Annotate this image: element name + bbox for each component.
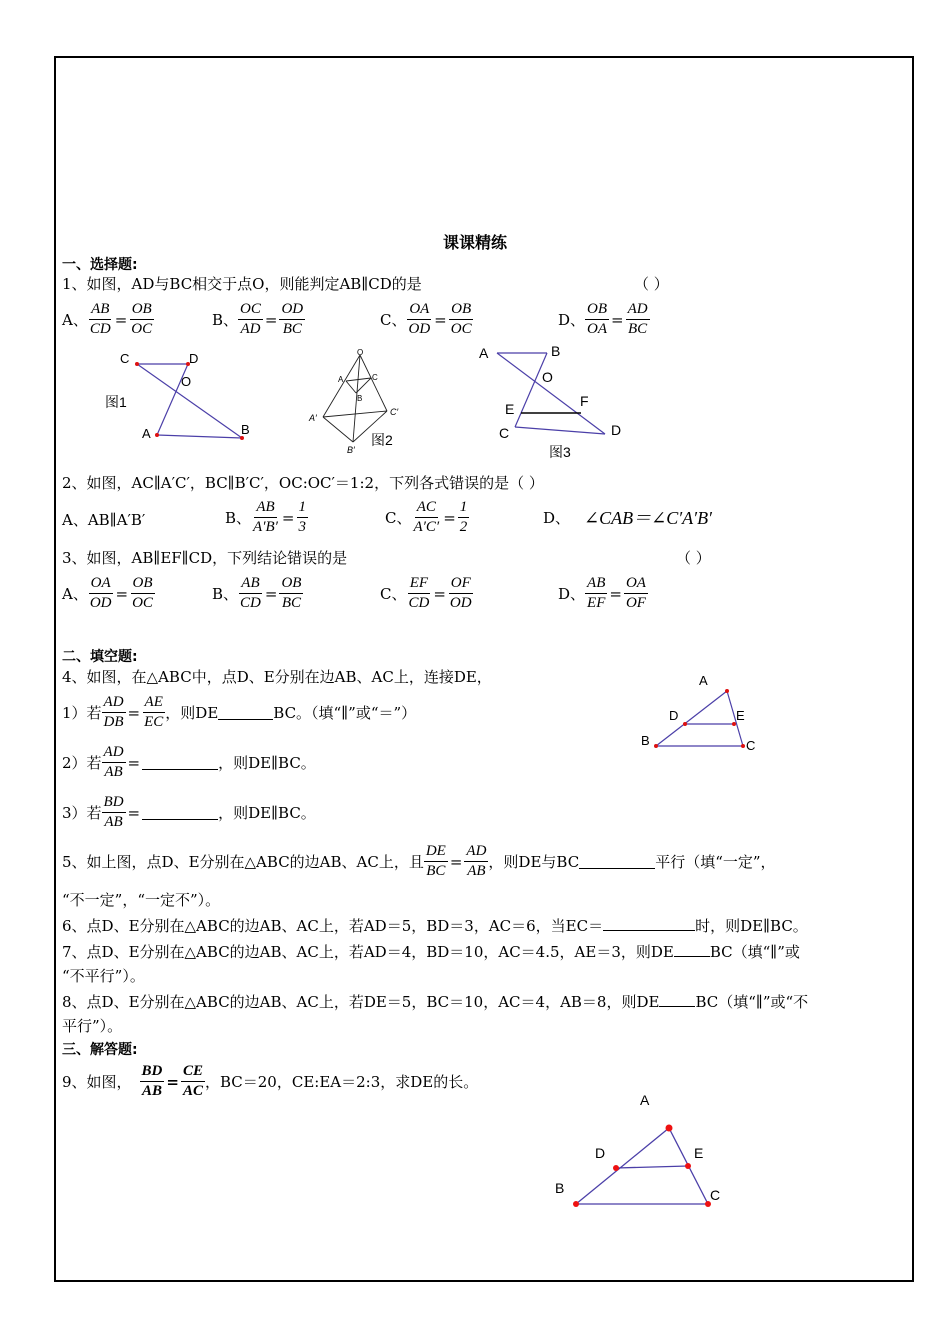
fraction-left	[140, 1062, 165, 1101]
fraction-right	[626, 300, 650, 339]
fraction-right	[624, 574, 648, 613]
numerator: AD	[102, 693, 126, 713]
option-label: B、	[212, 584, 239, 603]
numerator: OB	[130, 300, 154, 320]
text-pre: 9、如图，	[62, 1072, 132, 1091]
section-fill-heading: 二、填空题:	[62, 649, 138, 665]
label-b-prime: B′	[347, 445, 355, 455]
q7	[62, 942, 800, 962]
denominator: A′C′	[413, 519, 440, 535]
figure-2-caption: 图2	[371, 432, 393, 448]
q3-option-a: A、 $\frac{OA}{OD}$ = $\frac{OB}{OC}$	[62, 575, 153, 611]
label-b: B	[357, 394, 363, 403]
text-pre: 6、点D、E分别在△ABC的边AB、AC上，若AD＝5，BD＝3，AC＝6，当EC＝	[62, 917, 604, 935]
numerator: OA	[89, 574, 113, 594]
denominator: AB	[141, 1083, 162, 1099]
option-label: D、	[558, 584, 586, 603]
q1-answer-paren: （ ）	[634, 275, 669, 293]
label-a: A	[699, 673, 708, 688]
numerator: AB	[254, 498, 276, 518]
option-label: C、	[380, 584, 407, 603]
fraction-right	[464, 842, 488, 881]
text-post: 平行（填“一定”，	[655, 852, 776, 871]
q8-line-2: 平行”）。	[62, 1017, 123, 1035]
q4-part-3: 3）若 $\frac{BD}{AB}$ = ，则DE∥BC。	[62, 794, 316, 830]
q2-option-c: C、 $\frac{AC}{A'C'}$ = $\frac{1}{2}$	[385, 499, 468, 535]
q2-stem: 2、如图，AC∥A′C′，BC∥B′C′，OC:OC′＝1:2，下列各式错误的是（ ）	[62, 474, 544, 492]
label-o: O	[542, 369, 553, 385]
q3-stem: 3、如图，AB∥EF∥CD，下列结论错误的是	[62, 549, 348, 567]
q4-part-1: 1）若 $\frac{AD}{DB}$ = $\frac{AE}{EC}$ ，则DE BC。（填“∥”或“＝”）	[62, 694, 417, 730]
q5-line-1: 5、如上图，点D、E分别在△ABC的边AB、AC上，且 $\frac{DE}{BC}$ = $\frac{AD}{AB}$ ，则DE与BC 平行（填“一定”，	[62, 843, 776, 879]
fraction-right	[297, 498, 309, 537]
label-o: O	[181, 374, 192, 389]
label-c: C	[372, 373, 378, 382]
label-c: C	[710, 1187, 721, 1203]
q1-option-b: B、 $\frac{OC}{AD}$ = $\frac{OD}{BC}$	[212, 301, 304, 337]
denominator: AC	[182, 1083, 203, 1099]
q1-option-c: C、 $\frac{OA}{OD}$ = $\frac{OB}{OC}$	[380, 301, 472, 337]
denominator: AB	[104, 764, 123, 780]
text-post: ，则DE∥BC。	[218, 753, 316, 772]
fraction-left	[585, 300, 609, 339]
text-post: BC（填“∥”或“不	[695, 993, 809, 1011]
fraction-right	[449, 300, 474, 339]
numerator: AD	[102, 743, 126, 763]
option-label: A、	[62, 310, 88, 329]
option-label: B、	[225, 508, 252, 527]
numerator: AD	[464, 842, 488, 862]
figure-1-caption: 图1	[105, 394, 127, 410]
option-label: C、	[385, 508, 412, 527]
q7-line-2: “不平行”）。	[62, 967, 145, 985]
label-c: C	[120, 351, 130, 366]
option-label: D、	[543, 509, 571, 527]
text-post: ，则DE∥BC。	[218, 803, 316, 822]
label-o: O	[357, 348, 364, 357]
label-a: A	[142, 426, 151, 441]
denominator: BC	[426, 863, 446, 879]
numerator: OF	[449, 574, 473, 594]
part-label: 3）若	[62, 803, 102, 822]
fraction-right	[458, 498, 470, 537]
fraction-left	[585, 574, 607, 613]
fraction-right	[181, 1062, 205, 1101]
q3-option-b: B、 $\frac{AB}{CD}$ = $\frac{OB}{BC}$	[212, 575, 302, 611]
denominator: AD	[240, 321, 261, 337]
numerator: AB	[239, 574, 261, 594]
fraction-left	[88, 574, 114, 613]
numerator: 1	[297, 498, 309, 518]
q2-option-d	[543, 508, 712, 528]
numerator: OD	[279, 300, 305, 320]
fraction-right	[142, 693, 165, 732]
fraction-right	[448, 574, 474, 613]
q2-option-a: A、AB∥A′B′	[62, 511, 146, 529]
numerator: CE	[181, 1062, 205, 1082]
label-a-prime: A′	[309, 413, 317, 423]
option-label: C、	[380, 310, 407, 329]
label-e: E	[694, 1145, 704, 1161]
numerator: AC	[415, 498, 438, 518]
q2-option-b: B、 $\frac{AB}{A'B'}$ = $\frac{1}{3}$	[225, 499, 306, 535]
label-a: A	[479, 345, 489, 361]
text-mid: ，则DE	[165, 703, 219, 722]
numerator: OB	[449, 300, 473, 320]
denominator: OC	[131, 321, 153, 337]
answer-blank[interactable]	[674, 942, 710, 957]
label-c: C	[746, 738, 756, 753]
denominator: OD	[449, 595, 472, 611]
denominator: BC	[282, 321, 302, 337]
label-a: A	[640, 1092, 650, 1108]
label-e: E	[736, 708, 745, 723]
answer-blank[interactable]	[659, 992, 695, 1007]
denominator: OA	[587, 321, 608, 337]
fraction-left	[88, 300, 113, 339]
denominator: EC	[144, 714, 164, 730]
fraction-left	[251, 498, 280, 537]
option-label: D、	[558, 310, 586, 329]
part-label: 2）若	[62, 753, 102, 772]
numerator: AD	[626, 300, 650, 320]
numerator: EF	[408, 574, 430, 594]
fraction-right	[129, 300, 154, 339]
text-post: ，BC＝20，CE:EA＝2:3，求DE的长。	[204, 1072, 479, 1091]
text-mid: ，则DE与BC	[488, 852, 580, 871]
numerator: AE	[143, 693, 165, 713]
section-answer-heading: 三、解答题:	[62, 1042, 138, 1058]
angle-expression: ∠CAB＝∠C′A′B′	[584, 508, 712, 528]
figure-1	[95, 345, 265, 450]
numerator: 1	[458, 498, 470, 518]
figure-3-caption: 图3	[549, 444, 571, 460]
denominator: A′B′	[253, 519, 278, 535]
denominator: CD	[408, 595, 430, 611]
q1-stem: 1、如图，AD与BC相交于点O，则能判定AB∥CD的是	[62, 275, 422, 293]
q1-option-d: D、 $\frac{OB}{OA}$ = $\frac{AD}{BC}$	[558, 301, 648, 337]
numerator: AB	[89, 300, 111, 320]
fraction-right	[279, 574, 303, 613]
numerator: OA	[624, 574, 648, 594]
label-d: D	[611, 422, 622, 438]
q4-stem: 4、如图，在△ABC中，点D、E分别在边AB、AC上，连接DE，	[62, 668, 492, 686]
denominator: CD	[240, 595, 261, 611]
fraction	[102, 793, 126, 832]
denominator: DB	[103, 714, 124, 730]
figure-5-triangle	[548, 1088, 733, 1213]
fraction-left	[102, 693, 126, 732]
denominator: OC	[132, 595, 153, 611]
figure-2	[305, 345, 415, 460]
q4-part-2: 2）若 $\frac{AD}{AB}$ = ，则DE∥BC。	[62, 744, 316, 780]
label-b: B	[555, 1180, 565, 1196]
label-a: A	[338, 375, 344, 384]
text-post: BC（填“∥”或	[709, 943, 800, 961]
label-f: F	[580, 393, 589, 409]
denominator: 3	[298, 519, 306, 535]
fraction	[102, 743, 126, 782]
text-pre: 5、如上图，点D、E分别在△ABC的边AB、AC上，且	[62, 852, 424, 871]
page-title: 课课精练	[442, 233, 507, 252]
label-e: E	[505, 401, 515, 417]
denominator: OD	[89, 595, 112, 611]
denominator: EF	[587, 595, 606, 611]
numerator: OB	[131, 574, 155, 594]
answer-blank[interactable]	[603, 916, 695, 931]
text-post: BC。（填“∥”或“＝”）	[273, 703, 417, 722]
denominator: BC	[628, 321, 648, 337]
q5-line-2: “不一定”，“一定不”）。	[62, 891, 221, 909]
option-label: B、	[212, 310, 239, 329]
answer-blank[interactable]	[218, 705, 273, 720]
fraction-left	[424, 842, 448, 881]
option-label: A、	[62, 584, 88, 603]
figure-3	[475, 340, 635, 465]
q3-answer-paren: （ ）	[676, 549, 711, 567]
denominator: OD	[408, 321, 431, 337]
label-b: B	[241, 422, 250, 437]
text-post: 时，则DE∥BC。	[695, 917, 808, 935]
answer-blank[interactable]	[142, 755, 218, 770]
label-d: D	[189, 351, 199, 366]
section-choice-heading: 一、选择题:	[62, 257, 138, 273]
denominator: 2	[459, 519, 468, 535]
numerator: OA	[407, 300, 431, 320]
denominator: CD	[89, 321, 111, 337]
q8	[62, 992, 808, 1012]
numerator: OB	[585, 300, 609, 320]
answer-blank[interactable]	[142, 805, 218, 820]
fraction-left	[238, 300, 263, 339]
label-b: B	[641, 733, 650, 748]
fraction-left	[406, 300, 432, 339]
answer-blank[interactable]	[579, 854, 655, 869]
q3-option-d: D、 $\frac{AB}{EF}$ = $\frac{OA}{OF}$	[558, 575, 646, 611]
part-label: 1）若	[62, 703, 102, 722]
label-c: C	[499, 425, 510, 441]
label-c-prime: C′	[390, 407, 399, 417]
fraction-left	[411, 498, 441, 537]
numerator: OB	[279, 574, 303, 594]
denominator: OF	[625, 595, 646, 611]
numerator: OC	[238, 300, 263, 320]
denominator: BC	[281, 595, 302, 611]
q3-option-c: C、 $\frac{EF}{CD}$ = $\frac{OF}{OD}$	[380, 575, 472, 611]
fraction-left	[406, 574, 431, 613]
q6	[62, 916, 808, 936]
figure-4-triangle	[635, 668, 765, 758]
numerator: BD	[140, 1062, 165, 1082]
denominator: AB	[104, 814, 123, 830]
denominator: AB	[467, 863, 486, 879]
label-d: D	[669, 708, 679, 723]
q1-option-a: A、 $\frac{AB}{CD}$ = $\frac{OB}{OC}$	[62, 301, 153, 337]
fraction-right	[279, 300, 305, 339]
numerator: BD	[102, 793, 126, 813]
numerator: AB	[585, 574, 607, 594]
fraction-left	[238, 574, 263, 613]
text-pre: 8、点D、E分别在△ABC的边AB、AC上，若DE＝5，BC＝10，AC＝4，AB＝8，则DE	[62, 993, 660, 1011]
label-d: D	[595, 1145, 606, 1161]
q9: 9、如图， $\frac{BD}{AB}$ = $\frac{CE}{AC}$ ，BC＝20，CE:EA＝2:3，求DE的长。	[62, 1063, 479, 1099]
text-pre: 7、点D、E分别在△ABC的边AB、AC上，若AD＝4，BD＝10，AC＝4.5，AE＝3，则DE	[62, 943, 674, 961]
denominator: OC	[450, 321, 472, 337]
numerator: DE	[424, 842, 448, 862]
fraction-right	[130, 574, 155, 613]
label-b: B	[551, 343, 561, 359]
